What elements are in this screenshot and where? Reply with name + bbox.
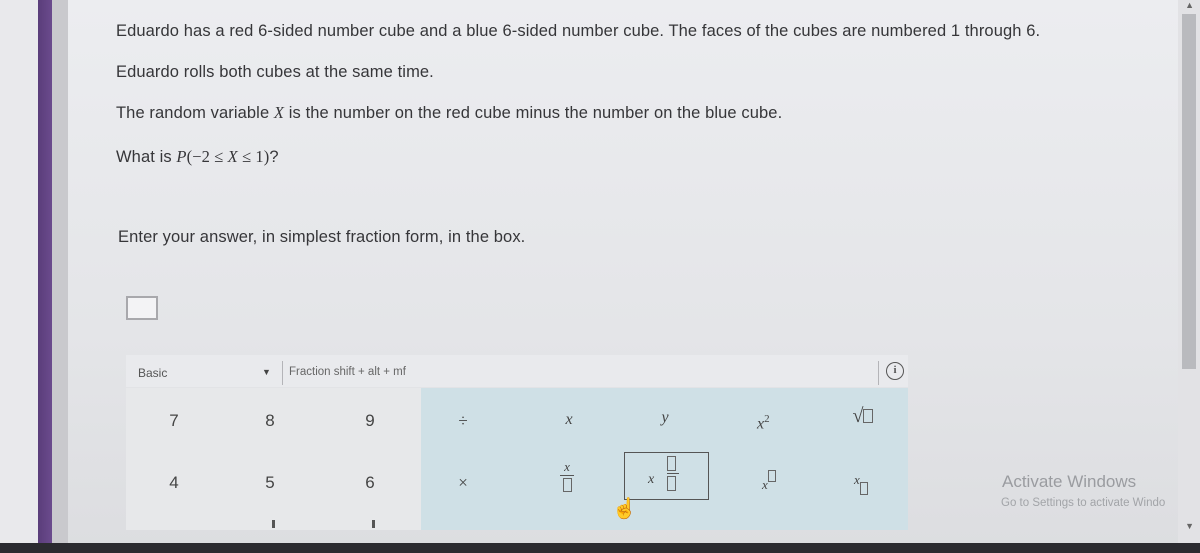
square-root-key[interactable] bbox=[846, 405, 880, 431]
multiply-key[interactable]: × bbox=[458, 473, 468, 492]
x-squared-key[interactable]: $x^2$ bbox=[757, 413, 770, 433]
keypad-toolbar bbox=[126, 355, 908, 387]
taskbar-edge bbox=[0, 543, 1200, 553]
key-7[interactable]: 7 bbox=[169, 411, 179, 430]
key-9[interactable]: 9 bbox=[365, 411, 375, 430]
scrollbar-thumb[interactable] bbox=[1182, 14, 1196, 369]
divide-key[interactable]: ÷ bbox=[458, 411, 468, 430]
toolbar-divider bbox=[282, 361, 283, 385]
question-text-line2: Eduardo rolls both cubes at the same time. bbox=[116, 63, 434, 81]
question-prompt: What is P(−2 ≤ X ≤ 1)? bbox=[116, 147, 279, 166]
activate-windows-title: Activate Windows bbox=[1002, 472, 1137, 491]
key-6[interactable]: 6 bbox=[365, 473, 375, 492]
fraction-shortcut-hint: Fraction shift + alt + mf bbox=[289, 366, 406, 378]
question-text-line1: Eduardo has a red 6-sided number cube and a blue 6-sided number cube. The faces of the cubes are numbered 1 through 6. bbox=[116, 22, 1041, 40]
fraction-key[interactable]: x bbox=[560, 460, 574, 500]
key-5[interactable]: 5 bbox=[265, 473, 275, 492]
scroll-down-arrow-icon[interactable]: ▼ bbox=[1185, 521, 1194, 531]
x-subscript-key[interactable]: x bbox=[854, 472, 878, 495]
key-partial bbox=[372, 520, 375, 528]
mixed-fraction-blanks bbox=[667, 456, 679, 498]
activate-windows-subtitle: Go to Settings to activate Windo bbox=[1001, 497, 1166, 509]
key-partial bbox=[272, 520, 275, 528]
sqrt-icon: √ bbox=[852, 405, 864, 427]
variable-y-key[interactable]: y bbox=[661, 409, 669, 426]
window-left-edge bbox=[0, 0, 68, 553]
variable-x-key[interactable]: x bbox=[565, 411, 573, 428]
mode-dropdown-arrow-icon[interactable]: ▼ bbox=[262, 367, 271, 377]
toolbar-divider bbox=[878, 361, 879, 385]
question-text-line3: The random variable X is the number on the red cube minus the number on the blue cube. bbox=[116, 103, 783, 122]
hand-pointer-icon: ☝ bbox=[612, 498, 637, 520]
key-4[interactable]: 4 bbox=[169, 473, 179, 492]
answer-input[interactable] bbox=[126, 296, 158, 320]
answer-instruction: Enter your answer, in simplest fraction form, in the box. bbox=[118, 228, 526, 246]
number-keypad bbox=[126, 388, 421, 530]
scroll-up-arrow-icon[interactable]: ▲ bbox=[1185, 0, 1194, 10]
key-8[interactable]: 8 bbox=[265, 411, 275, 430]
info-icon[interactable]: i bbox=[886, 362, 904, 380]
keypad-mode-label[interactable]: Basic bbox=[138, 366, 168, 380]
x-power-key[interactable]: x bbox=[762, 470, 786, 494]
scrollbar[interactable] bbox=[1178, 0, 1200, 553]
mixed-number-key[interactable]: x bbox=[648, 472, 655, 487]
